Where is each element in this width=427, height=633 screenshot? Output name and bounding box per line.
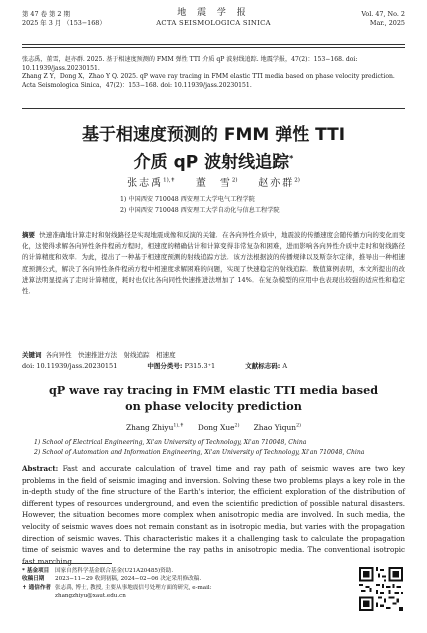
title-en-line-1: qP wave ray tracing in FMM elastic TTI media based [48,383,379,397]
footnote-row [22,584,212,592]
author-sup-en: 2) [296,423,301,429]
author-name-en: Zhao Yiqun [253,423,297,432]
header-rule [22,44,405,45]
volume-info-en [361,10,405,28]
footnote-value: 张志禹, 博士, 教授, 主要从事地震信号处理方面的研究, e-mail: [55,584,212,591]
keywords-list: 各向异性 快速推进方法 射线追踪 相速度 [45,351,176,359]
footnote-key: 收稿日期 [22,576,45,583]
footnote-value: 2023−11−29 收到初稿, 2024−02−06 决定采用修改稿. [55,576,202,583]
doi: doi: 10.11939/jass.20230151 [22,361,118,370]
author-sup-en: 2) [234,423,240,429]
author-name-en: Dong Xue [197,423,235,432]
journal-name [22,8,405,28]
abstract-cn [22,230,405,297]
qr-code [359,567,403,611]
abstract-en [22,463,405,567]
author-name: 董 雪 [195,178,232,189]
journal-name-cn: 地 震 学 报 [177,8,250,18]
author-name: 赵亦群 [258,178,295,189]
running-header [22,6,405,40]
doc-code-label: 文献标志码: [245,361,281,370]
volume-issue-en: Vol. 47, No. 2 [361,10,405,18]
affiliations-en [34,438,405,457]
title-en-line-2: on phase velocity prediction [125,398,302,413]
clc-label: 中图分类号: [147,361,183,370]
footnote-rule [22,563,112,564]
journal-name-en: ACTA SEISMOLOGICA SINICA [156,19,271,27]
author-sup: 1),✝ [163,177,176,184]
title-line-2: 介质 qP 波射线追踪 [133,152,290,173]
affiliation: 2) 中国西安 710048 西安理工大学自动化与信息工程学院 [120,207,280,214]
title-line-1: 基于相速度预测的 FMM 弹性 TTI [81,125,346,145]
author-sup: 2) [294,177,300,184]
author-sup: 2) [231,177,238,184]
volume-issue: 第 47 卷 第 2 期 [22,10,70,18]
citation-cn: 张志禹，董雪，赵亦群. 2025. 基于相速度预测的 FMM 弹性 TTI 介质 qP 波射线追踪. 地震学报，47(2)：153−168. doi: 10.11939/jass.20230151. [22,56,358,72]
author-name-en: Zhang Zhiyu [126,423,174,432]
citation-en: Zhang Z Y，Dong X，Zhao Y Q. 2025. qP wave ray tracing in FMM elastic TTI media based on phase velocity prediction. Acta Seismologica Sinica，47(2)：153−168. doi: 10.11939/jass.20230151. [22,73,395,89]
affiliations-cn [120,194,280,216]
footnote-key [22,592,55,600]
footnote-key: ✝ 通信作者 [22,584,52,591]
author-name: 张志禹 [127,178,164,189]
author-sup-en: 1),✝ [173,423,184,429]
citation-block [22,56,405,90]
doc-code: A [282,361,288,370]
footnote-value: zhangzhiyu@xaut.edu.cn [55,592,126,599]
title-footnote-mark: * [289,154,294,163]
paper-title-cn [0,123,427,175]
footnotes [22,567,212,600]
affiliation: 1) 中国西安 710048 西安理工大学电气工程学院 [120,196,255,203]
abstract-text-cn: 快速准确地计算走时和射线路径是实现地震成像和反演的关键．在各向异性介质中，地震波的传播速度会随传播方向的变化而变化，这使得求解各向异性条件程函方程时，相速度的精确估计和计算变得非常复杂和困难，进而影响各向异性介质中走时和射线路径的计算精度和效率．为此，提出了一种基于相速度预测的射线追踪方法．该方法根据波的传播规律以及斯奈尔定律，推导出一种相速度预测公式，解决了各向异性条件程函方程中相速度求解困难的问题，实现了快速稳定的射线追踪．数值算例表明，本文所提出的改进算法明显提高了走时计算精度，耗时也仅比各向同性快速推进法增加了 14%．在复杂模型的应用中也表现出较强的适应性和稳定性． [22,231,406,296]
abstract-label-cn: 摘要 [22,231,36,239]
footnote-row [22,592,212,600]
footnote-row [22,567,212,575]
abstract-label-en: Abstract: [22,464,59,473]
date-en: Mar., 2025 [369,19,405,27]
date-pages: 2025 年 3 月 （153−168） [22,19,106,27]
header-rule-2 [22,47,405,48]
keywords-label: 关键词 [22,351,42,359]
keywords-block [22,350,405,371]
footnote-value: 国家自然科学基金联合基金(U21A20485)资助. [55,568,174,574]
clc-code: P315.3⁺1 [184,361,216,370]
affiliation-en: 1) School of Electrical Engineering, Xi'an University of Technology, Xi'an 710048, China [34,439,307,446]
authors-cn [0,174,427,189]
authors-en [0,423,427,432]
footnote-key: * 基金项目 [22,568,50,574]
abstract-text-en: Fast and accurate calculation of travel time and ray path of seismic waves are two key problems in the field of seismic imaging and inversion. Solving these two problems plays a key role in the in-depth study of the fine structure of the Earth's interior, the efficient exploration of the distribution of different types of resources underground, and even the scientific prediction of possible natural disasters. However, the situation becomes more complex when anisotropic media are involved. In such media, the velocity of seismic waves does not remain constant as in isotropic media, but varies with the propagation direction of seismic waves. This characteristic makes it a challenging task to calculate the propagation time of seismic waves and to determine the ray paths in anisotropic media. The conventional isotropic fast marching [22,464,405,566]
paper-title-en [0,383,427,414]
footnote-row [22,575,212,583]
citation-rule [22,108,405,109]
affiliation-en: 2) School of Automation and Information Engineering, Xi'an University of Technology, Xi'an 710048, China [34,448,365,456]
